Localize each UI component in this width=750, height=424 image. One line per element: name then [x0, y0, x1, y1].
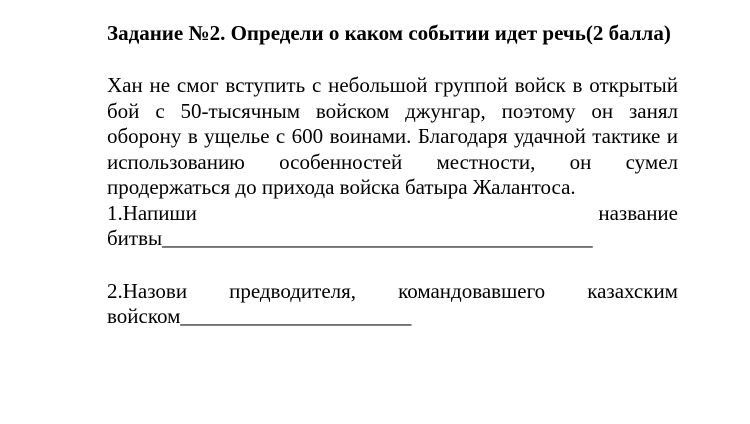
question-1-word: 1.Напиши [107, 200, 197, 225]
question-1-word: название [598, 200, 678, 225]
title-spacer [107, 47, 678, 73]
question-2-word: командовавшего [398, 278, 546, 303]
question-gap [107, 252, 678, 279]
task-title: Задание №2. Определи о каком событии идет речь(2 балла) [107, 21, 671, 45]
question-2-line-1 [107, 279, 678, 305]
question-1 [107, 201, 678, 252]
question-2-answer-line: войском______________________ [107, 304, 412, 328]
question-2-word: 2.Назови [107, 278, 188, 303]
question-1-line-1 [107, 201, 678, 227]
worksheet-page [107, 20, 678, 330]
question-1-answer-line: битвы_________________________________________ [107, 226, 593, 250]
task-text: Хан не смог вступить с небольшой группой войск в открытый бой с 50-тысячным войском джунгар, поэтому он занял оборону в ущелье с 600 воинами. Благодаря удачной тактике и использованию особенностей местности, он сумел продержаться до прихода войска батыра Жалантоса. [107, 73, 678, 199]
question-2 [107, 279, 678, 330]
question-2-word: казахским [587, 278, 678, 303]
question-2-word: предводителя, [229, 278, 357, 303]
